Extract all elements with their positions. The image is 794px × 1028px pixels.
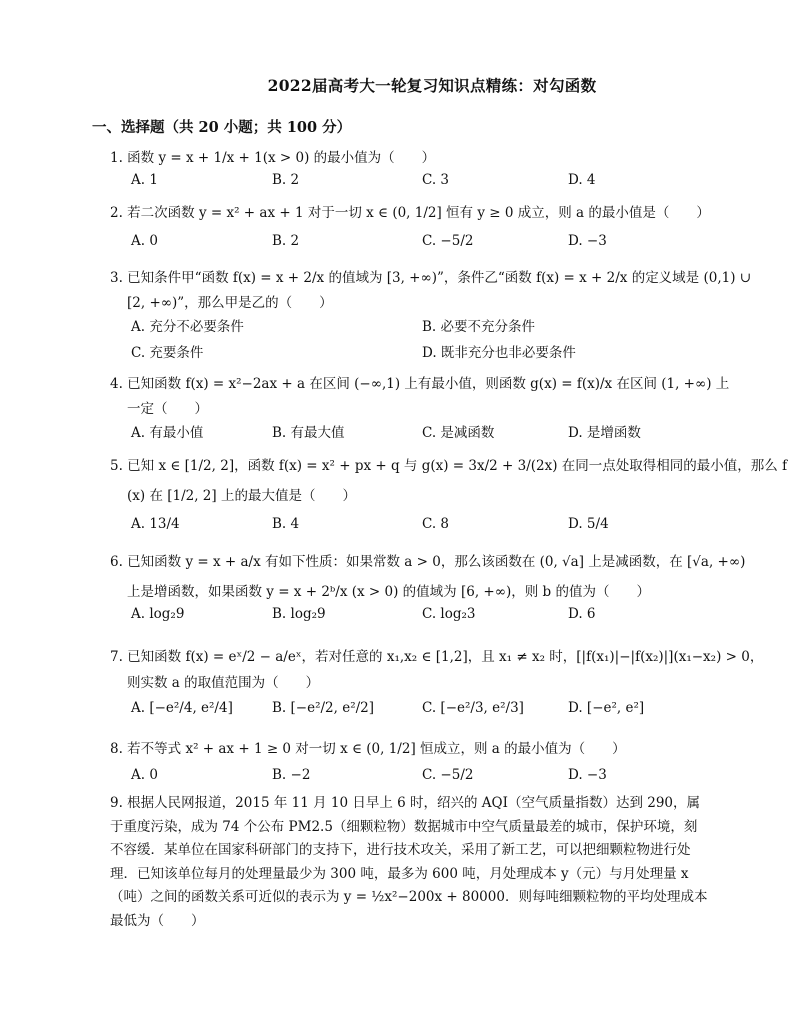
- question-7-stem-line-2: 则实数 a 的取值范围为（ ）: [127, 675, 320, 691]
- question-6-stem-line-1: 6. 已知函数 y = x + a/x 有如下性质：如果常数 a > 0，那么该函数在 (0, √a] 上是减函数，在 [√a, +∞): [110, 554, 746, 570]
- question-9-paragraph: 9. 根据人民网报道，2015 年 11 月 10 日早上 6 时，绍兴的 AQI（空气质量指数）达到 290，属于重度污染，成为 74 个公布 PM2.5（细颗粒物）数据城市中空气质量最差的城市，保护环境，刻不容缓．某单位在国家科研部门的支持下，进行技术攻关，采用了新工艺，可以把细颗粒物进行处理．已知该单位每月的处理量最少为 300 吨，最多为 600 吨，月处理成本 y（元）与月处理量 x（吨）之间的函数关系可近似的表示为 y = ½x²−200x + 80000．则每吨细颗粒物的平均处理成本最低为（ ）: [110, 795, 708, 929]
- question-3-option-b: B. 必要不充分条件: [422, 319, 536, 335]
- question-1-option-b: B. 2: [272, 172, 300, 188]
- question-1-option-a: A. 1: [131, 172, 158, 188]
- question-1-option-c: C. 3: [422, 172, 450, 188]
- question-3-option-d: D. 既非充分也非必要条件: [422, 345, 576, 361]
- question-2-option-a: A. 0: [131, 233, 158, 249]
- question-1-stem: 1. 函数 y = x + 1/x + 1(x > 0) 的最小值为（ ）: [110, 150, 436, 166]
- question-4-stem-line-2: 一定（ ）: [127, 401, 208, 417]
- question-8-stem: 8. 若不等式 x² + ax + 1 ≥ 0 对一切 x ∈ (0, 1/2] 恒成立，则 a 的最小值为（ ）: [110, 741, 626, 757]
- question-5-option-c: C. 8: [422, 516, 450, 532]
- question-7-stem-line-1: 7. 已知函数 f(x) = eˣ/2 − a/eˣ，若对任意的 x₁,x₂ ∈ [1,2]，且 x₁ ≠ x₂ 时，[|f(x₁)|−|f(x₂)|](x₁−x₂) > 0，: [110, 649, 764, 665]
- question-2-option-d: D. −3: [568, 233, 607, 249]
- question-8-option-d: D. −3: [568, 767, 607, 783]
- question-5-option-a: A. 13/4: [131, 516, 180, 532]
- question-3-stem-line-1: 3. 已知条件甲“函数 f(x) = x + 2/x 的值域为 [3, +∞)”，条件乙“函数 f(x) = x + 2/x 的定义域是 (0,1) ∪: [110, 270, 752, 286]
- question-3-option-a: A. 充分不必要条件: [131, 319, 244, 335]
- section-heading: 一、选择题（共 20 小题；共 100 分）: [92, 119, 352, 136]
- question-2-option-b: B. 2: [272, 233, 300, 249]
- question-4-option-d: D. 是增函数: [568, 425, 641, 441]
- question-8-option-c: C. −5/2: [422, 767, 474, 783]
- question-8-option-a: A. 0: [131, 767, 158, 783]
- question-8-option-b: B. −2: [272, 767, 311, 783]
- question-6-option-a: A. log₂9: [131, 606, 185, 622]
- question-6-stem-line-2: 上是增函数，如果函数 y = x + 2ᵇ/x (x > 0) 的值域为 [6, +∞)，则 b 的值为（ ）: [127, 584, 650, 600]
- question-7-option-a: A. [−e²/4, e²/4]: [131, 700, 233, 716]
- question-4-option-b: B. 有最大值: [272, 425, 345, 441]
- question-3-option-c: C. 充要条件: [131, 345, 204, 361]
- question-7-option-b: B. [−e²/2, e²/2]: [272, 700, 375, 716]
- question-4-stem-line-1: 4. 已知函数 f(x) = x²−2ax + a 在区间 (−∞,1) 上有最小值，则函数 g(x) = f(x)/x 在区间 (1, +∞) 上: [110, 376, 730, 392]
- question-2-option-c: C. −5/2: [422, 233, 474, 249]
- question-4-option-c: C. 是减函数: [422, 425, 495, 441]
- question-5-stem-line-2: (x) 在 [1/2, 2] 上的最大值是（ ）: [127, 488, 356, 504]
- question-1-option-d: D. 4: [568, 172, 596, 188]
- question-5-option-b: B. 4: [272, 516, 300, 532]
- question-7-option-d: D. [−e², e²]: [568, 700, 645, 716]
- question-7-option-c: C. [−e²/3, e²/3]: [422, 700, 524, 716]
- question-5-option-d: D. 5/4: [568, 516, 609, 532]
- question-6-option-c: C. log₂3: [422, 606, 476, 622]
- question-6-option-b: B. log₂9: [272, 606, 326, 622]
- question-6-option-d: D. 6: [568, 606, 596, 622]
- question-2-stem: 2. 若二次函数 y = x² + ax + 1 对于一切 x ∈ (0, 1/2] 恒有 y ≥ 0 成立，则 a 的最小值是（ ）: [110, 205, 710, 221]
- page-title: 2022届高考大一轮复习知识点精练：对勾函数: [267, 76, 597, 95]
- question-3-stem-line-2: [2, +∞)”，那么甲是乙的（ ）: [127, 295, 333, 311]
- question-5-stem-line-1: 5. 已知 x ∈ [1/2, 2]，函数 f(x) = x² + px + q 与 g(x) = 3x/2 + 3/(2x) 在同一点处取得相同的最小值，那么 f: [110, 458, 788, 474]
- question-4-option-a: A. 有最小值: [131, 425, 204, 441]
